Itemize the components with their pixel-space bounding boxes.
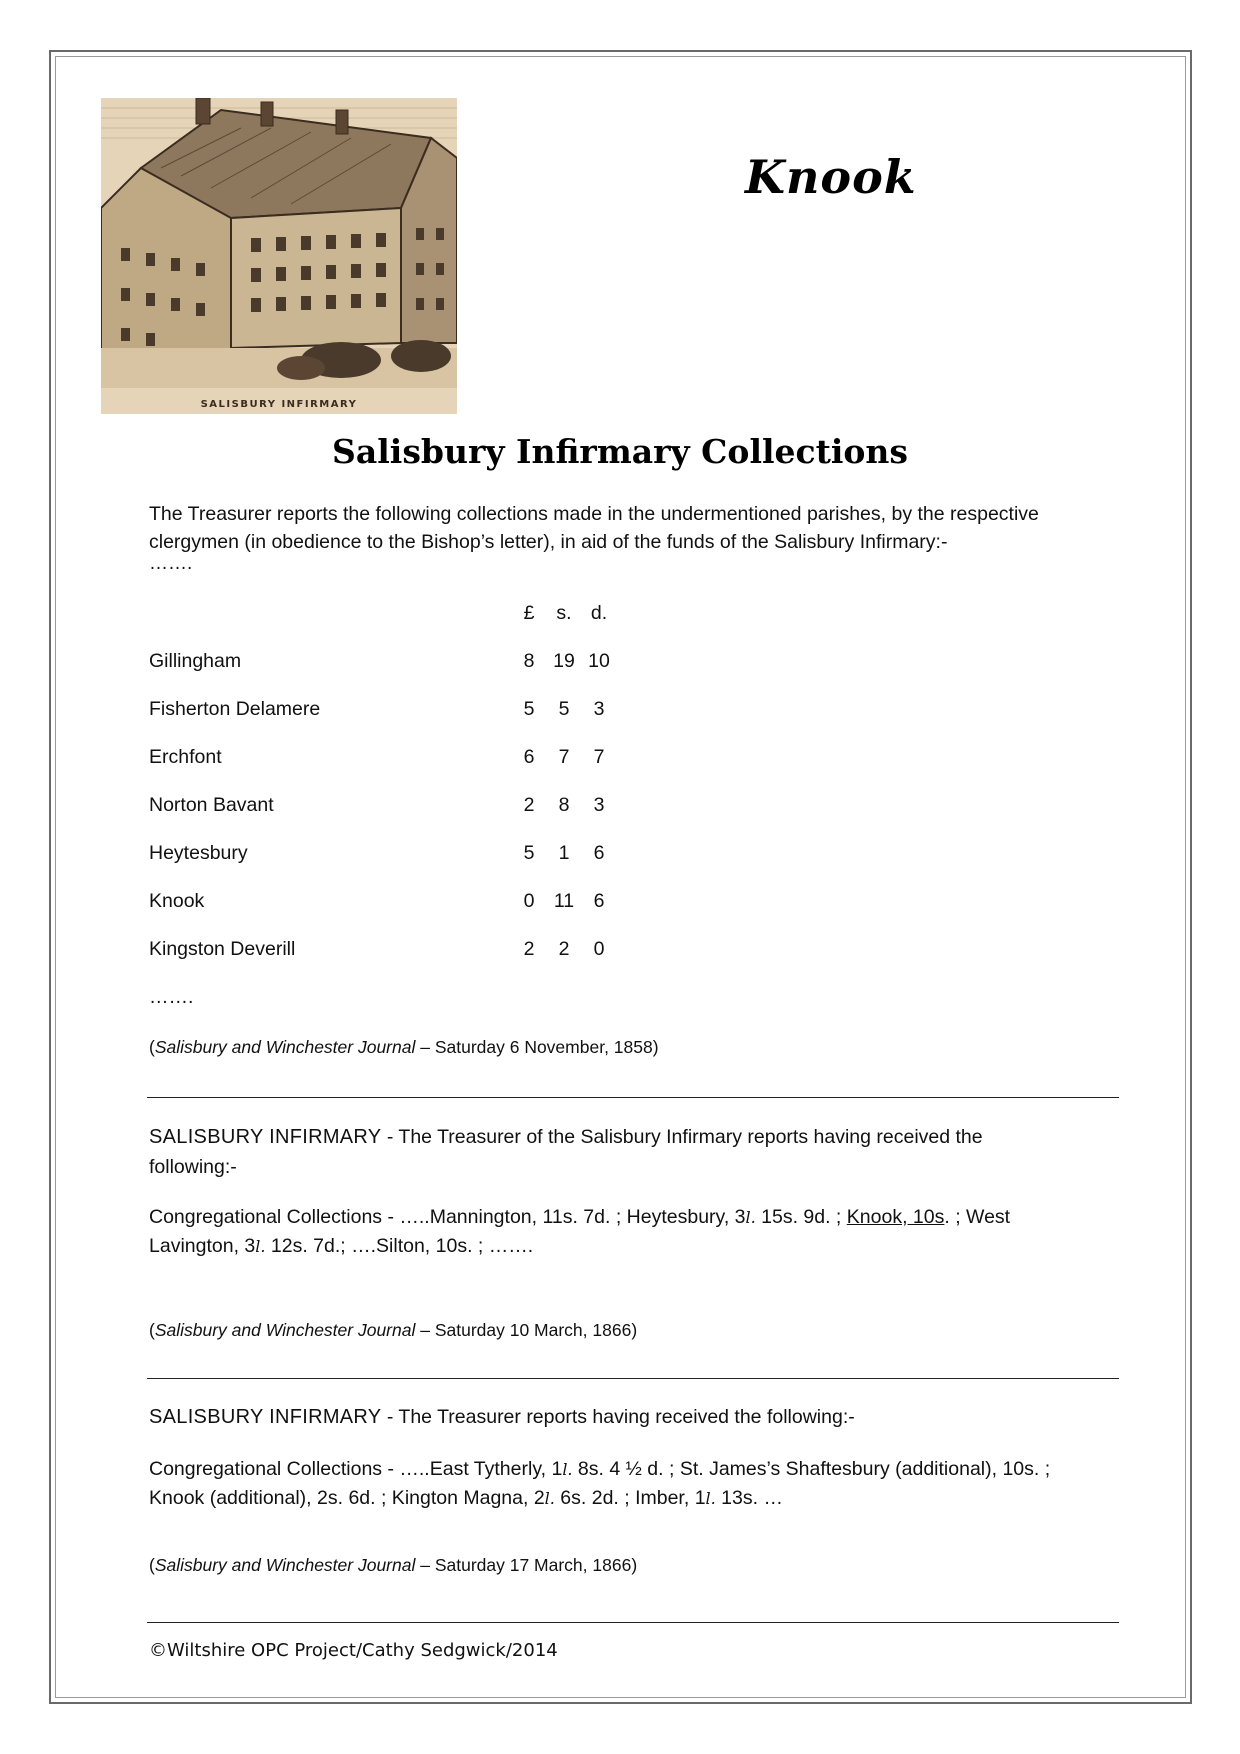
collections-text: Knook (additional), 2s. 6d. ; Kington Magna, 2 [149,1487,545,1509]
section-divider [147,1622,1119,1623]
row-pence: 6 [593,890,605,912]
collections-table [149,600,749,1028]
citation-date: – Saturday 10 March, 1866) [415,1320,638,1340]
citation-open: ( [149,1320,155,1340]
journal-title: Salisbury and Winchester Journal [154,1555,416,1575]
article-text: - The Treasurer of the Salisbury Infirmary reports having received the [381,1126,983,1148]
intro-paragraph [149,500,1129,572]
table-row [149,936,749,984]
intro-line-1: The Treasurer reports the following collections made in the undermentioned parishes, by the respective [149,503,1039,525]
collections-text: 15s. 9d. ; [755,1206,847,1228]
article-collections [149,1455,1129,1513]
infirmary-engraving-image [101,98,457,414]
header-pounds: £ [523,602,535,624]
article-1866-march-17 [149,1403,1129,1431]
header-pence: d. [590,602,608,624]
row-parish: Norton Bavant [149,794,274,816]
row-shillings: 5 [558,698,570,720]
table-header-row [149,600,749,648]
article-collections [149,1203,1129,1261]
row-parish: Kingston Deverill [149,938,296,960]
collections-text: Congregational Collections - …..East Tytherly, 1 [149,1458,563,1480]
collections-text: Lavington, 3 [149,1235,256,1257]
row-shillings: 2 [558,938,570,960]
pound-abbrev: l. [544,1489,555,1508]
row-shillings: 19 [553,650,575,672]
row-pounds: 5 [523,842,535,864]
intro-ellipsis: ……. [149,553,193,574]
citation-date: – Saturday 17 March, 1866) [415,1555,638,1575]
row-shillings: 1 [558,842,570,864]
row-pounds: 5 [523,698,535,720]
row-pence: 6 [593,842,605,864]
table-ellipsis-row [149,984,749,1028]
row-shillings: 8 [558,794,570,816]
row-pence: 3 [593,794,605,816]
header-shillings: s. [556,602,572,624]
collections-text: 13s. … [715,1487,783,1509]
article-lead: SALISBURY INFIRMARY [149,1126,382,1148]
row-pounds: 6 [523,746,535,768]
row-parish: Knook [149,890,205,912]
citation-open: ( [149,1555,155,1575]
row-parish: Gillingham [149,650,242,672]
row-pounds: 2 [523,794,535,816]
row-parish: Heytesbury [149,842,248,864]
table-row [149,696,749,744]
collections-text: 12s. 7d.; ….Silton, 10s. ; ……. [265,1235,534,1257]
table-row [149,840,749,888]
intro-line-2: clergymen (in obedience to the Bishop’s letter), in aid of the funds of the Salisbury Infirmary:- [149,531,948,553]
pound-abbrev: l. [705,1489,716,1508]
collections-text: 6s. 2d. ; Imber, 1 [554,1487,706,1509]
row-parish: Fisherton Delamere [149,698,321,720]
collections-text: . ; West [944,1206,1011,1228]
citation-open: ( [149,1037,155,1057]
table-row [149,888,749,936]
engraving-caption: SALISBURY INFIRMARY [200,399,358,410]
knook-highlight: Knook, 10s [846,1206,945,1228]
table-row [149,648,749,696]
row-pence: 7 [593,746,605,768]
article-1866-march-10 [149,1122,1129,1182]
collections-text: 8s. 4 ½ d. ; St. James’s Shaftesbury (additional), 10s. ; [572,1458,1051,1480]
table-ellipsis: ……. [149,986,194,1008]
source-citation-3 [149,1551,1129,1579]
copyright-footer: ©Wiltshire OPC Project/Cathy Sedgwick/2014 [149,1640,558,1661]
article-lead: SALISBURY INFIRMARY [149,1406,382,1428]
document-heading: Salisbury Infirmary Collections [332,432,908,471]
table-row [149,744,749,792]
journal-title: Salisbury and Winchester Journal [154,1037,416,1057]
table-row [149,792,749,840]
row-pence: 3 [593,698,605,720]
row-shillings: 7 [558,746,570,768]
row-pence: 0 [593,938,605,960]
row-pence: 10 [588,650,610,672]
row-pounds: 2 [523,938,535,960]
pound-abbrev: l. [745,1208,756,1227]
source-citation-1 [149,1033,1129,1061]
row-pounds: 8 [523,650,535,672]
pound-abbrev: l. [255,1237,266,1256]
section-divider [147,1378,1119,1379]
journal-title: Salisbury and Winchester Journal [154,1320,416,1340]
section-divider [147,1097,1119,1098]
pound-abbrev: l. [562,1460,573,1479]
row-parish: Erchfont [149,746,222,768]
source-citation-2 [149,1316,1129,1344]
parish-title: Knook [745,150,917,204]
collections-text: Congregational Collections - …..Mannington, 11s. 7d. ; Heytesbury, 3 [149,1206,746,1228]
article-text: - The Treasurer reports having received the following:- [381,1406,855,1428]
row-pounds: 0 [523,890,535,912]
row-shillings: 11 [553,890,575,912]
citation-date: – Saturday 6 November, 1858) [415,1037,659,1057]
article-text-cont: following:- [149,1156,237,1178]
